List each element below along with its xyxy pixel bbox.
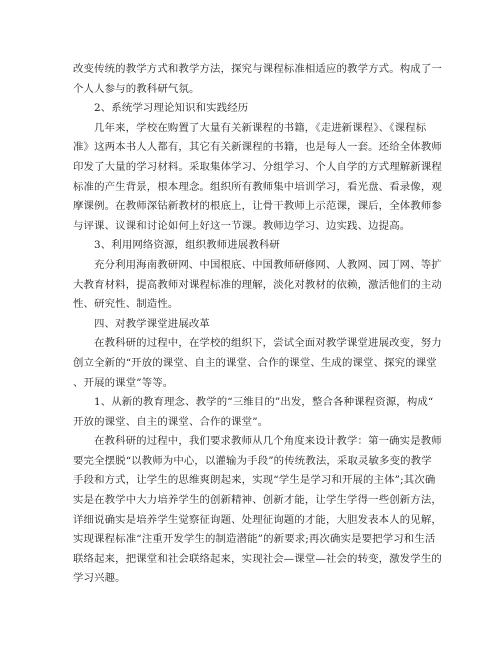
text-line: 标准的产生背景，根本理念。组织所有教师集中培训学习，看光盘、看录像，观: [73, 180, 442, 193]
document-body: [73, 60, 442, 589]
text-line: 准》这两本书人人都有，其它有关新课程的书籍，也是每人一套。还给全体教师: [73, 141, 442, 154]
text-line: 开放的课堂、自主的课堂、合作的课堂”。: [73, 415, 269, 428]
text-line: 2、系统学习理论知识和实践经历: [94, 102, 249, 115]
text-line: 印发了大量的学习材料。采取集体学习、分组学习、个人自学的方式理解新课程: [73, 160, 442, 173]
text-line: 1、从新的教育理念、教学的“三维目的”出发，整合各种课程资源，构成“: [94, 396, 434, 409]
text-line: 实现课程标准“注重开发学生的制造潜能”的新要求;再次确实是要把学习和生活: [73, 533, 436, 546]
text-line: 联络起来，把课堂和社会联络起来，实现社会—课堂—社会的转变，激发学生的: [73, 552, 442, 565]
text-line: 在教科研的过程中，在学校的组织下，尝试全面对教学课堂进展改变，努力: [94, 337, 442, 350]
text-line: 、开展的课堂”等等。: [73, 376, 174, 389]
text-line: 性、研究性、制造性。: [73, 298, 179, 311]
text-line: 详细说确实是培养学生觉察征询题、处理征询题的才能，大胆发表本人的见解，: [73, 513, 442, 526]
text-line: 改变传统的教学方式和教学方法，探究与课程标准相适应的教学方式。构成了一: [73, 63, 442, 75]
text-line: 摩课例。在教师深钻新教材的根底上，让骨干教师上示范课，课后，全体教师参: [73, 200, 442, 213]
text-line: 创立全新的“开放的课堂、自主的课堂、合作的课堂、生成的课堂、探究的课堂: [73, 356, 437, 369]
text-line: 与评课、议课和讨论如何上好这一节课。教师边学习、边实践、边提高。: [73, 219, 411, 232]
text-line: 几年来，学校在购置了大量有关新课程的书籍，《走进新课程》、《课程标: [94, 121, 427, 134]
text-line: 手段和方式，让学生的思维爽朗起来，实现“学生是学习和开展的主体”;其次确: [73, 474, 436, 487]
text-line: 实是在教学中大力培养学生的创新精神、创新才能，让学生学得一些创新方法，: [73, 494, 442, 507]
text-line: 在教科研的过程中，我们要求教师从几个角度来设计教学：第一确实是教师: [94, 435, 442, 448]
text-line: 四、对教学课堂进展改革: [94, 317, 210, 330]
text-line: 充分利用海南教研网、中国根底、中国教师研修网、人教网、园丁网、等扩: [94, 258, 442, 271]
text-line: 学习兴趣。: [73, 572, 126, 585]
text-line: 3、利用网络资源，组织教师进展教科研: [94, 239, 280, 252]
text-line: 大教育材料，提高教师对课程标准的理解，淡化对教材的依赖，激活他们的主动: [73, 278, 442, 291]
text-line: 要完全摆脱“以教师为中心，以灌输为手段”的传统教法，采取灵敏多变的教学: [73, 454, 432, 467]
text-line: 个人人参与的教科研气氛。: [73, 82, 200, 95]
